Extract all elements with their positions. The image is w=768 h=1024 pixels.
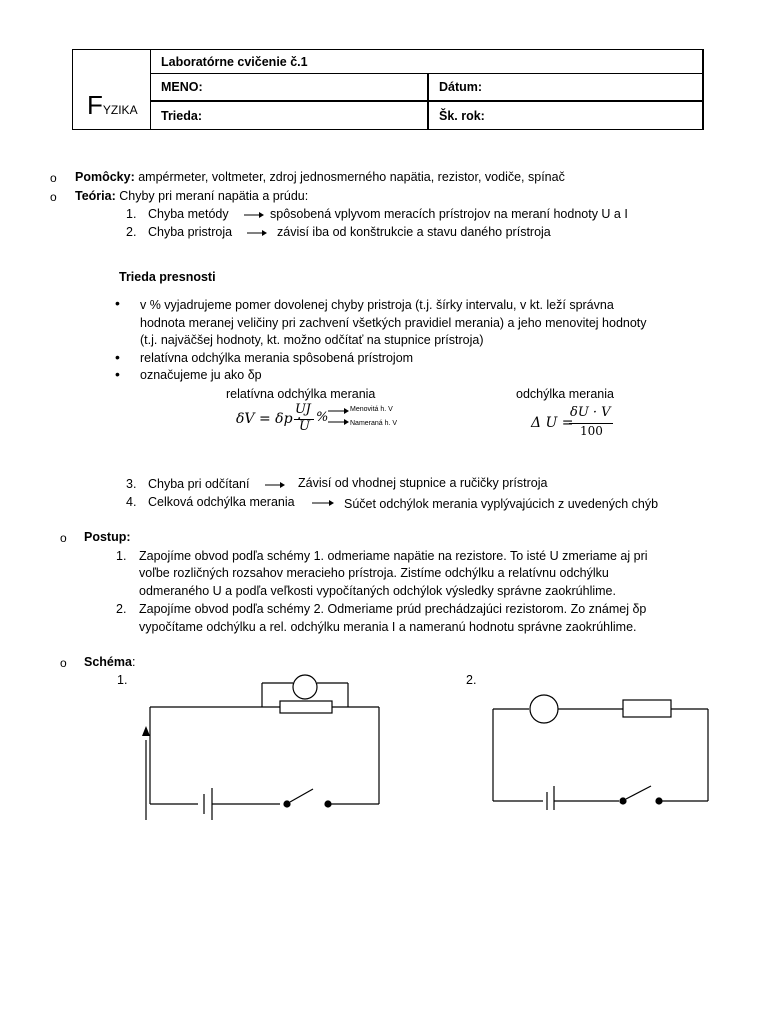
list-num: 4. <box>126 495 137 509</box>
postup-text: Zapojíme obvod podľa schémy 1. odmeriame napätie na rezistore. To isté U zmeriame aj pri <box>139 549 648 563</box>
odchylka-label: odchýlka merania <box>516 387 614 401</box>
postup-text: vypočítame odchýlku a rel. odchýlku merania I a nameranú hodnotu správne zaokrúhlime. <box>139 620 637 634</box>
annotation-menovita: Menovitá h. V <box>350 406 393 413</box>
error-desc: Závisí od vhodnej stupnice a ručičky prístroja <box>298 476 548 490</box>
trieda-cell <box>150 101 428 130</box>
postup-text: odmeraného U a podľa veľkosti vypočítaných odchýlok výsledky správne zaokrúhlime. <box>139 584 616 598</box>
formula-rel-denominator: U <box>299 419 310 434</box>
error-name: Chyba pri odčítaní <box>148 477 250 491</box>
datum-cell <box>428 73 704 101</box>
bullet-text: označujeme ju ako δp <box>140 368 262 382</box>
bullet-o: o <box>60 656 67 670</box>
error-name: Celková odchýlka merania <box>148 495 295 509</box>
datum-label: Dátum: <box>439 80 483 94</box>
arrow-icon <box>243 210 265 220</box>
list-num: 2. <box>116 602 127 616</box>
meno-cell <box>150 73 428 101</box>
rel-odchylka-label: relatívna odchýlka merania <box>226 387 376 401</box>
annotation-clip <box>350 418 422 429</box>
schema-label: Schéma: <box>84 655 136 669</box>
pomocky-line: Pomôcky: ampérmeter, voltmeter, zdroj jednosmerného napätia, rezistor, vodiče, spínač <box>75 170 565 184</box>
postup-label: Postup: <box>84 530 131 544</box>
formula-rel-numerator: UJ <box>295 402 311 417</box>
formula-rel-left: δV = δp · <box>236 411 302 427</box>
bullet-text-cont: hodnota meranej veličiny pri zachvení všetkých pravidiel merania) a jeho menovitej hodnoty <box>140 316 647 330</box>
list-num: 2. <box>126 225 137 239</box>
formula-abs-numerator: δU · V <box>570 405 611 420</box>
error-name: Chyba metódy <box>148 207 229 221</box>
formula-abs-left: Δ U = <box>531 415 574 431</box>
annotation-nameranu: Nameraná h. V <box>350 420 398 427</box>
bullet-o: o <box>50 190 57 204</box>
fyzika-logo: FYZIKA <box>87 90 138 120</box>
skrok-cell <box>428 101 704 130</box>
bullet-text: relatívna odchýlka merania spôsobená prístrojom <box>140 351 414 365</box>
formula-percent: % <box>316 410 329 425</box>
arrow-icon <box>264 480 286 490</box>
postup-text: Zapojíme obvod podľa schémy 2. Odmeriame prúd prechádzajúci rezistorom. Zo známej δp <box>139 602 647 616</box>
circuit-diagram-2 <box>485 690 725 810</box>
arrow-icon <box>311 498 335 508</box>
bullet-text: v % vyjadrujeme pomer dovolenej chyby pristroja (t.j. šírky intervalu, v kt. leží správna <box>140 298 614 312</box>
bullet-o: o <box>60 531 67 545</box>
bullet-dot: • <box>115 366 120 382</box>
bullet-dot: • <box>115 295 120 311</box>
skrok-label: Šk. rok: <box>439 108 485 123</box>
bullet-dot: • <box>115 349 120 365</box>
list-num: 1. <box>126 207 137 221</box>
lab-title: Laboratórne cvičenie č.1 <box>161 54 308 69</box>
error-desc: Súčet odchýlok merania vyplývajúcich z uvedených chýb <box>344 497 659 511</box>
list-num: 3. <box>126 477 137 491</box>
circuit-diagram-1 <box>130 670 390 830</box>
teoria-line: Teória: Chyby pri meraní napätia a prúdu: <box>75 189 309 203</box>
schema-2-num: 2. <box>466 673 477 687</box>
list-num: 1. <box>116 549 127 563</box>
annotation-clip <box>350 402 422 413</box>
header-table <box>72 49 703 130</box>
schema-1-num: 1. <box>117 673 128 687</box>
bullet-text-cont: (t.j. najväčšej hodnoty, kt. možno odčítať na stupnice prístroja) <box>140 333 484 347</box>
error-desc: spôsobená vplyvom meracích prístrojov na meraní hodnoty U a I <box>270 207 628 221</box>
error-name: Chyba pristroja <box>148 225 233 239</box>
formula-abs-denominator: 100 <box>580 424 603 438</box>
arrow-icon <box>327 405 351 429</box>
trieda-label: Trieda: <box>161 108 202 123</box>
title-cell <box>150 49 704 74</box>
meno-label: MENO: <box>161 80 203 94</box>
arrow-icon <box>246 228 268 238</box>
bullet-o: o <box>50 171 57 185</box>
error-desc: závisí iba od konštrukcie a stavu daného prístroja <box>277 225 551 239</box>
trieda-presnosti-heading: Trieda presnosti <box>119 270 216 284</box>
postup-text: voľbe rozličných rozsahov meracieho prístroja. Zistíme odchýlku a relatívnu odchýlku <box>139 566 609 580</box>
